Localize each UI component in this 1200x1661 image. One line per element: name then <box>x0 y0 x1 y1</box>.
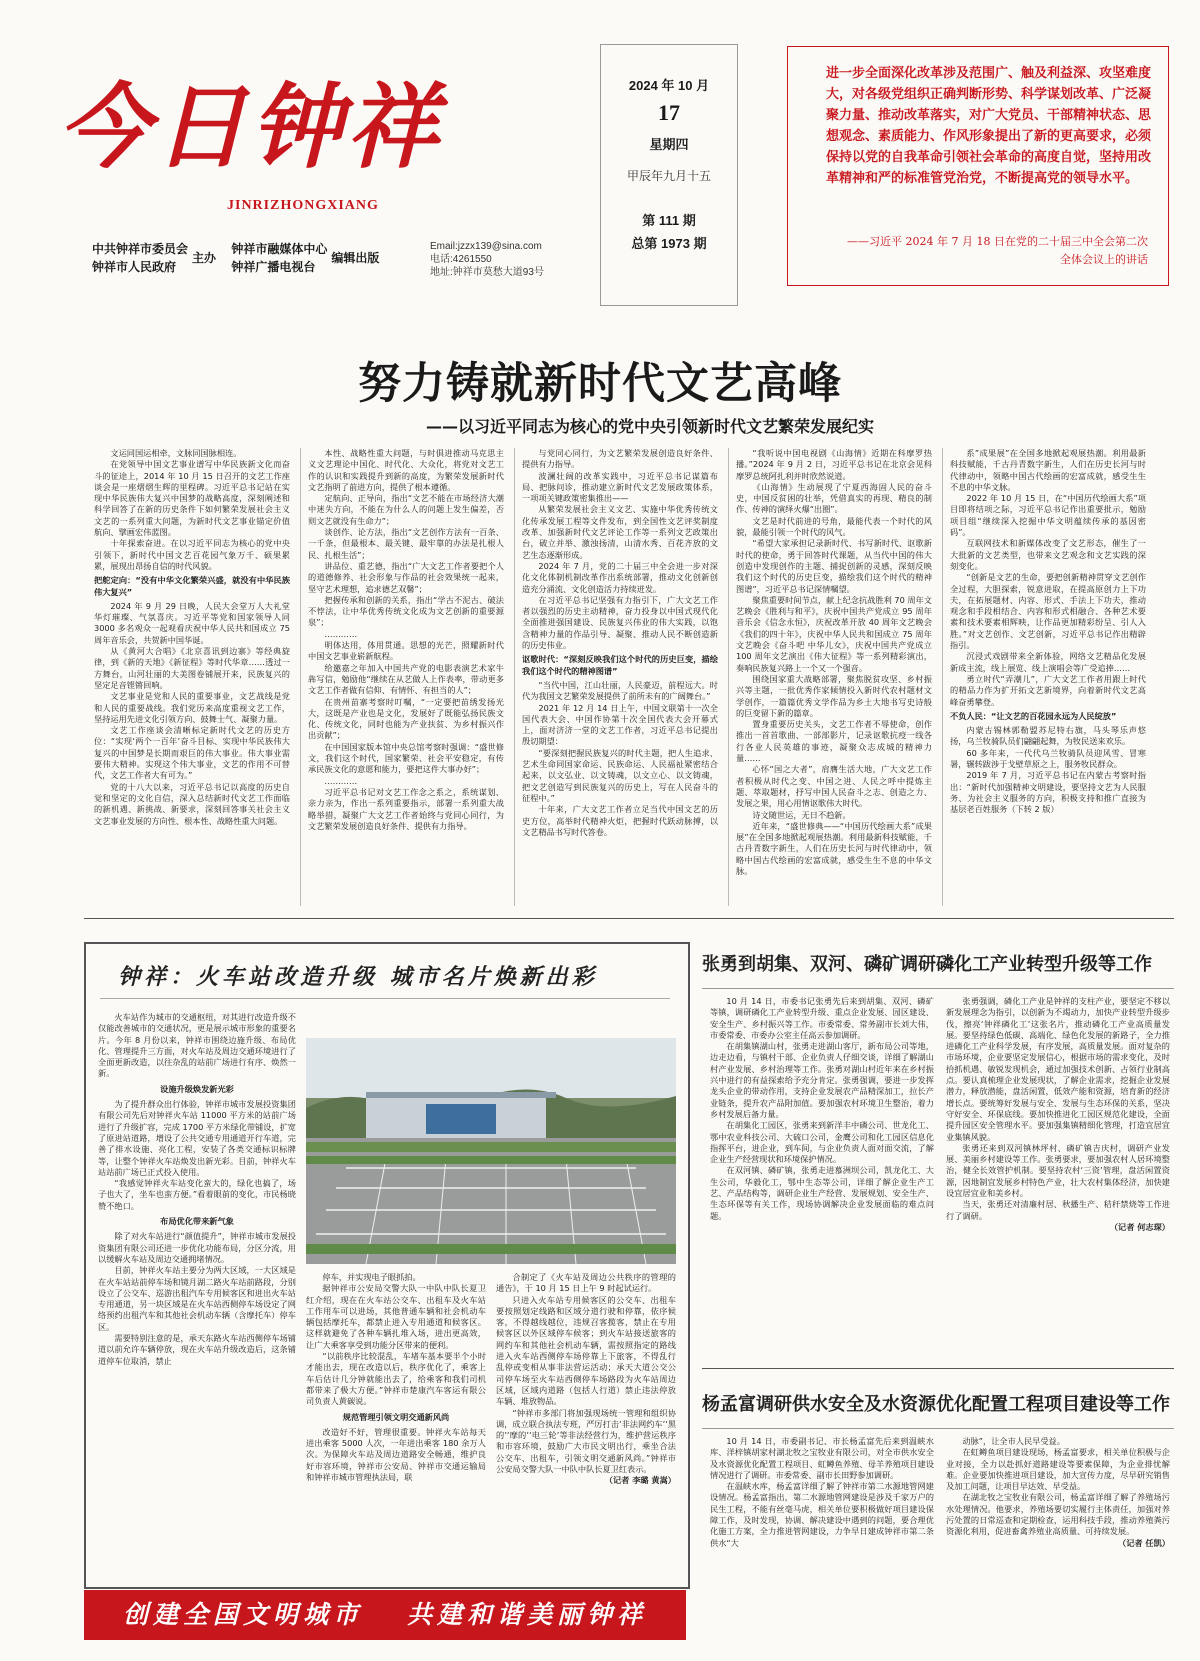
paragraph: 文艺是时代前进的号角，最能代表一个时代的风貌，最能引领一个时代的风气。 <box>736 515 932 538</box>
main-article-column-2 <box>308 448 504 906</box>
paragraph: 本性、战略性重大问题，与时俱进推动马克思主义文艺理论中国化、时代化、大众化，将党对文艺工作的认识和实践提升到新的高度，为繁荣发展新时代文艺指明了前进方向，提供了根本遵循。 <box>308 448 504 492</box>
author-byline: （记者 任凯） <box>1118 1537 1170 1548</box>
sponsor-line: 中共钟祥市委员会 <box>92 242 189 256</box>
paragraph: 在湖北牧之宝牧业有限公司，杨孟富详细了解了养殖场污水处理情况。他要求，养殖场要切实履行主体责任，加强对养污处置的日常巡查和定期检查，运用科技手段，推动养殖粪污资源化利用，促进畜禽养殖业高质量、可持续发展。 <box>946 1492 1170 1537</box>
paragraph: 十年探索奋进。在以习近平同志为核心的党中央引领下，新时代中国文艺百花园气象万千、硕果累累，展现出昂扬自信的时代风貌。 <box>94 538 290 571</box>
paragraph: 停车，并实现电子眼抓拍。 <box>322 1272 421 1282</box>
paragraph: “希望大家承担记录新时代、书写新时代、讴歌新时代的使命，勇于回答时代课题，从当代中国的伟大创造中发现创作的主题、捕捉创新的灵感，深刻反映我们这个时代的历史巨变，描绘我们这个时代的精神图谱”，习近平总书记深情嘱望。 <box>736 538 932 594</box>
paragraph: 在贵州苗寨考察时叮嘱，“一定要把苗绣发扬光大，这既是产业也是文化，发展好了既能弘扬民族文化、传统文化，同时也能为产业扶贫、为乡村振兴作出贡献”； <box>308 696 504 741</box>
paragraph: 在双河镇、磷矿镇，张勇走进慕洲坝公司，凯龙化工、大生公司，华毅化工，鄂中生态等公司，详细了解企业生产工艺、产品结构等，调研企业生产经营、发展规划、安全生产、生态环保等有关工作，现场协调解决企业发展面临的难点问题。 <box>710 1165 934 1221</box>
sponsor-line: 钟祥市人民政府 <box>92 260 177 274</box>
paragraph: ………… <box>324 775 358 786</box>
paragraph: 互联网技术和新媒体改变了文艺形态，催生了一大批新的文艺类型，也带来文艺观念和文艺实践的深刻变化。 <box>950 538 1146 571</box>
paragraph: 当天，张勇还对清廉村居、秋播生产、秸秆禁烧等工作进行了调研。 <box>946 1199 1170 1221</box>
page-subheadline: ——以习近平同志为核心的党中央引领新时代文艺繁荣发展纪实 <box>425 417 874 436</box>
paragraph: 与党同心同行，为文艺繁荣发展创造良好条件、提供有力指导。 <box>522 448 718 470</box>
paragraph: 动脉”，让全市人民早受益。 <box>962 1436 1065 1446</box>
paragraph: 勇立时代“弄潮儿”，广大文艺工作者用跟上时代的精品力作为扩开拓文艺新境界，向着新时代文艺高峰奋勇攀登。 <box>950 673 1146 707</box>
paragraph: 2024 年 9 月 29 日晚，人民大会堂万人大礼堂华灯璀璨、气氛喜庆。习近平等党和国家领导人同 3000 多名观众一起观看庆祝中华人民共和国成立 75 周年音乐会，共贺新中国华诞。 <box>94 600 290 645</box>
title-rule <box>100 998 670 999</box>
paragraph: 置身重要历史关头，文艺工作者不辱使命，创作推出一首首歌曲、一部部影片，记录讴歌抗疫一线各行各业人民英雄的事迹，凝聚众志成城的精神力量…… <box>736 719 932 764</box>
sponsor-role: 主办 <box>192 251 217 265</box>
paragraph: “我感觉钟祥火车站变化蛮大的，绿化也搞了，场子也大了，坐车也蛮方便。”看着眼前的变化，市民杨晓赞不绝口。 <box>98 1178 296 1211</box>
paragraph: 给邀嘉之年加入中国共产党的电影表演艺术家牛犇写信，勉励他“继续在从艺做人上作表率，带动更多文艺工作者做有信仰、有情怀、有担当的人”； <box>308 662 504 696</box>
slogan-part: 创建全国文明城市 <box>122 1600 363 1629</box>
paragraph: 波澜壮阔的改革实践中，习近平总书记谋篇布局、把脉问诊，推动建立新时代文艺发展政策体系，一项项关键政策密集推出—— <box>522 470 718 504</box>
paragraph: 张勇还来到双河镇林坪村、磷矿镇吉庆村，调研产业发展、美丽乡村建设等工作。张勇要求，要加强农村人居环境整治，健全长效管护机制。要坚持农村‘三资’管理，盘活闲置资源，因地制宜发展乡村特色产业，壮大农村集体经济，加快建设宜居宜业和美乡村。 <box>946 1142 1170 1199</box>
civic-slogan-banner <box>84 1590 686 1640</box>
paragraph: 从繁荣发展社会主义文艺、实施中华优秀传统文化传承发展工程等文件发布，到全国性文艺评奖制度改革、加强新时代文艺评论工作等一系列文艺政策出台，破立并举、激浊扬清，山清水秀、百花齐放的文艺生态逐渐形成。 <box>522 504 718 560</box>
paragraph: 近年来，“盛世修典——“中国历代绘画大系”成果展”在全国多地掀起观展热潮。利用最新科技赋能，千古丹青数字新生，人们在历史长河与时代律动中，领略中国古代绘画的宏富成就，感受生生不息的中华文脉。 <box>736 820 932 876</box>
column-divider <box>942 448 943 906</box>
paragraph: “当代中国，江山壮丽，人民豪迈，前程远大。时代为我国文艺繁荣发展提供了前所未有的广阔舞台。” <box>522 679 718 702</box>
page-headline: 努力铸就新时代文艺高峰 <box>358 359 842 409</box>
station-photo-illustration <box>306 1038 676 1264</box>
paragraph: 文艺工作座谈会清晰标定新时代文艺的历史方位：“实现‘两个一百年’奋斗目标、实现中华民族伟大复兴的中国梦是长期而艰巨的伟大事业。伟大事业需要伟大精神。实现这个伟大事业，文艺的作用不可替代，文艺工作者大有可为。” <box>94 725 290 781</box>
paragraph: 明体达用，体用贯通。思想的光芒，照耀新时代中国文艺事业崭新航程。 <box>308 640 504 662</box>
station-article-column-1 <box>98 1012 296 1578</box>
paragraph: 把握传承和创新的关系，指出“学古不泥古、破法不悖法，让中华优秀传统文化成为文艺创新的重要源泉”； <box>308 594 504 628</box>
paragraph: 心怀“国之大者”，肩膺生活大地，广大文艺工作者积极从时代之变、中国之进、人民之呼中提炼主题、萃取题材，抒写中国人民奋斗之志、创造之力、发展之果，用心用情讴歌伟大时代。 <box>736 764 932 809</box>
paragraph: 文运同国运相牵，文脉同国脉相连。 <box>110 448 242 458</box>
article3-column-1 <box>710 1436 934 1636</box>
quote-box <box>787 46 1169 286</box>
paragraph: 为了提升群众出行体验，钟祥市城市发展投资集团有限公司先后对钟祥火车站 11000 平方米的站前广场进行了升级扩容，完成 1700 平方米绿化带铺设，扩宽了原进站道路，增设了公共交通专用通道开行车道，完善了排水设施、亮化工程，安装了各类交通标识标牌等，让整个钟祥火车站焕发出新光彩。目前，钟祥火车站站前广场已正式投入使用。 <box>98 1099 296 1177</box>
paragraph: 据钟祥市公安局交警大队一中队中队长夏卫红介绍，现在在火车站公交车、出租车及火车站工作用车可以进场，其他普通车辆和社会机动车辆包括摩托车，都禁止进入专用通道和候客区。这样就避免了各种车辆扎堆入场，进出更高效，让广大乘客享受到功能分区带来的便利。 <box>306 1283 486 1350</box>
main-article-column-5 <box>950 448 1146 906</box>
article2-title: 张勇到胡集、双河、磷矿调研磷化工产业转型升级等工作 <box>702 954 1152 975</box>
paragraph: 需要特别注意的是，承天东路火车站西侧停车场铺道以前允许车辆停放，现在火车站升级改造后，这条铺道停车位取消，禁止 <box>98 1333 296 1366</box>
paragraph: 把舵定向：“没有中华文化繁荣兴盛，就没有中华民族伟大复兴” <box>94 575 290 597</box>
section-subhead: 设施升级焕发新光彩 <box>160 1083 234 1094</box>
quote-text: 进一步全面深化改革涉及范围广、触及利益深、攻坚难度大，对各级党组织正确判断形势、科学谋划改革、广泛凝聚力量、推动改革落实，对广大党员、干部精神状态、思想观念、素质能力、作风形象提出了新的更高要求，必须保持以党的自我革命引领社会革命的高度自觉，坚持用改革精神和严的标准管党治党，不断提高党的领导水平。 <box>826 66 1152 186</box>
paragraph: 10 月 14 日，市委副书记、市长杨孟富先后来到温峡水库、洋梓镇胡家村湖北牧之宝牧业有限公司，对全市供水安全及水资源优化配置工程项目、虹鳟鱼养殖、母羊养殖项目建设情况进行了调研。市委常委、副市长田野参加调研。 <box>710 1436 934 1480</box>
paragraph: 系”成果展”在全国多地掀起观展热潮。利用最新科技赋能，千古丹青数字新生，人们在历史长河与时代律动中，领略中国古代绘画的宏富成就，感受生生不息的中华文脉。 <box>950 448 1146 492</box>
paragraph: “以前秩序比较混乱，车堵车基本要半个小时才能出去，现在改造以后，秩序优化了，乘客上车后估计几分钟就能出去了，给乘客和我们司机都带来了极大方便。”钟祥市楚康汽车客运有限公司负责人黄碳说。 <box>306 1351 486 1407</box>
section-divider <box>702 1368 1174 1369</box>
column-divider <box>514 448 515 906</box>
paragraph: “钟祥市多部门将加强现场统一管理和组织协调，成立联合执法专班，严厉打击‘非法网约车’‘黑的’‘摩的’‘电三轮’等非法经营行为，维护营运秩序和市容环境，鼓励广大市民文明出行，乘坐合法公交车、出租车，引领文明交通新风尚。”钟祥市公安局交警大队一中队中队长夏卫红表示。 <box>496 1407 676 1475</box>
paragraph: 火车站作为城市的交通枢纽，对其进行改造升级不仅能改善城市的交通状况，更是展示城市形象的重要名片。今年 8 月份以来，钟祥市围绕边施升级、布局优化、管理提升三方面，对火车站及周边交通环境进行了全面更新改造，以往杂乱的站前广场进行有序、焕然一新。 <box>98 1012 296 1079</box>
date-year-month: 2024 年 10 月 <box>628 78 710 93</box>
paragraph: ………… <box>324 628 358 639</box>
paragraph: 不负人民：“让文艺的百花园永远为人民绽放” <box>950 710 1117 721</box>
paragraph: 在胡集镇湖山村，张勇走进湖山客厅，新布局公司等地，边走边看，与镇村干部、企业负责人仔细交谈，详细了解湖山村产业发展、乡村治理等工作。张勇对湖山村近年来在乡村振兴中进行的有益探索给予充分肯定。张勇强调，要进一步发挥龙头企业的带动作用，支持企业发展农产品精深加工，拉长产业链条，提升农产品附加值。要加强农村环境卫生整治，着力乡村发展后备力量。 <box>710 1041 934 1119</box>
contact-info <box>430 240 544 279</box>
paragraph: 2019 年 7 月，习近平总书记在内蒙古考察时指出：“新时代加强精神文明建设，要坚持文艺为人民服务、为社会主义服务的方向，积极支持和推广直接为基层老百姓服务（下转 2 版） <box>950 770 1146 815</box>
article3-title: 杨孟富调研供水安全及水资源优化配置工程项目建设等工作 <box>702 1394 1170 1415</box>
paragraph: 十年来，广大文艺工作者立足当代中国文艺的历史方位，高举时代精神火炬，把握时代跃动脉搏，以文艺精品书写时代答卷。 <box>522 804 718 837</box>
paragraph: 60 多年来，一代代乌兰牧骑队员迎风雪、冒寒暑，辗转跋涉于戈壁草原之上，服务牧民群众。 <box>950 747 1146 770</box>
paragraph: 讲品位、重艺德，指出“广大文艺工作者要把个人的道德修养、社会形象与作品的社会效果统一起来，坚守艺术理想，追求德艺双馨”； <box>308 560 504 594</box>
paragraph: 2024 年 7 月，党的二十届三中全会进一步对深化文化体制机制改革作出系统部署，推动文化创新创造充分涌流、文化创造活力持续迸发。 <box>522 560 718 594</box>
paragraph: 诗文随世运，无日不趋新。 <box>752 809 851 820</box>
total-issue-number: 总第 1973 期 <box>631 236 707 251</box>
date-lunar: 甲辰年九月十五 <box>626 169 711 183</box>
main-article-column-1 <box>94 448 290 906</box>
paragraph: 10 月 14 日，市委书记张勇先后来到胡集、双河、磷矿等镇，调研磷化工产业转型升级、重点企业发展、园区建设、安全生产、乡村振兴等工作。市委常委、常务副市长刘大伟，市委常委、市委办公室主任高云参加调研。 <box>710 996 934 1040</box>
paragraph: 在习近平总书记坚强有力指引下，广大文艺工作者以强烈的历史主动精神，奋力投身以中国式现代化全面推进强国建设、民族复兴伟业的伟大实践，以饱含精神力量的作品引导、凝聚、推动人民不断创造新的历史伟业。 <box>522 594 718 651</box>
slogan-part: 共建和谐美丽钟祥 <box>407 1600 648 1629</box>
paragraph: 2021 年 12 月 14 日上午，中国文联第十一次全国代表大会、中国作协第十次全国代表大会开幕式上，面对济济一堂的文艺工作者，习近平总书记提出殷切期望： <box>522 702 718 747</box>
publisher-names <box>231 240 327 276</box>
station-photo <box>306 1038 676 1264</box>
sponsor-names <box>92 240 188 276</box>
paragraph: 谈创作、论方法，指出“文艺创作方法有一百条、一千条，但最根本、最关键、最牢靠的办法是扎根人民、扎根生活”； <box>308 527 504 560</box>
main-article-column-3 <box>522 448 718 906</box>
paragraph: 党的十八大以来，习近平总书记以高度的历史自觉和坚定的文化自信，深入总结新时代文艺工作面临的新机遇、新挑战、新要求，深刻回答事关社会主义文艺事业发展的方向性、根本性、战略性重大问题。 <box>94 781 290 826</box>
paragraph: 张勇强调，磷化工产业是钟祥的支柱产业，要坚定不移以新发展理念为指引，以创新为不竭动力，加快产业转型升级步伐，擦亮‘钟祥磷化工’这张名片，推动磷化工产业高质量发展。要坚持绿色低碳、高端化、绿色化发展的新路子，全力推进磷化工产业科学发展，有序发展，高质量发展。面对复杂的市场环境，企业要坚定发展信心，根据市场的需求变化，及时拾抓机遇、敏锐发现机会，通过加强技术创新、占领行业制高点。要认真梳理企业发展现状，了解企业需求，挖掘企业发展潜力，释放潜能，盘活闲置，低效产能和资源，培育新的经济增长点。要统筹好发展与安全、发展与生态环保的关系，坚决守好安全、环保底线。要加快推进化工园区规范化建设，全面提升园区安全管理水平。要加强集镇精细化管理，打造宜居宜业集镇风貌。 <box>946 996 1170 1142</box>
paragraph: 从《黄河大合唱》《北京喜讯到边寨》等经典旋律，到《新的天地》《新征程》等时代华章……透过一方舞台，山河壮丽的大美图卷铺展开来，民族复兴的坚定足音铿锵回响。 <box>94 646 290 690</box>
title-rule <box>702 988 1174 989</box>
paragraph: 《山海情》生动展现了宁夏西海固人民的奋斗史，中国反贫困的壮举，凭借真实的再现、精良的制作、传神的演绎火爆“出圈”。 <box>736 481 932 515</box>
paragraph: 定航向、正导向，指出“文艺不能在市场经济大潮中迷失方向，不能在为什么人的问题上发生偏差，否则文艺就没有生命力”； <box>308 493 504 526</box>
author-byline: （记者 李璐 黄嵩） <box>604 1475 676 1486</box>
paragraph: 2022 年 10 月 15 日，在“中国历代绘画大系”项目即将结项之际，习近平总书记作出重要批示，勉励项目组“继续深入挖掘中华文明蕴续传承的基因密码”。 <box>950 493 1146 538</box>
paragraph: 讴歌时代：“深刻反映我们这个时代的历史巨变，描绘我们这个时代的精神图谱” <box>522 654 718 676</box>
paragraph: 在中国国家版本馆中央总馆考察时强调：“盛世修文，我们这个时代，国家繁荣、社会平安稳定，有传承民族文化的意愿和能力，要把这件大事办好”； <box>308 741 504 775</box>
article2-column-2 <box>946 996 1170 1358</box>
paragraph: 在温峡水库，杨孟富详细了解了钟祥市第二水源地管网建设情况。杨孟富指出，第二水源地管网建设是涉及千家万户的民生工程，不能有丝毫马虎，相关单位要积极做好项目建设保障工作，及时发现，协调、解决建设中遇到的问题，要合理优化施工方案，全力推进管网建设，力争早日建成钟祥市第二条供水“大 <box>710 1481 934 1548</box>
logo-text: 今日钟祥 <box>58 73 443 181</box>
paragraph: 改造好不好，管理很重要。钟祥火车站每天进出乘客 5000 人次，一年进出乘客 180 余万人次。为保障火车站及周边道路安全畅通，维护良好市容环境，钟祥市公安局、钟祥市交通运输局和钟祥市城市管理执法局，联 <box>306 1426 486 1483</box>
article2-column-1 <box>710 996 934 1358</box>
section-subhead: 布局优化带来新气象 <box>160 1216 234 1227</box>
date-box <box>600 44 738 306</box>
paragraph: 围绕国家重大战略部署，聚焦脱贫攻坚、乡村振兴等主题，一批优秀作家倾情投入新时代农村题材文学创作，一篇篇优秀文学作品为乡土大地书写史诗般的巨变留下新的篇章。 <box>736 673 932 718</box>
paragraph: 在虹鳟鱼项目建设现场，杨孟富要求，相关单位积极与企业对接，全力以赴抓好道路建设等要素保障，为企业排忧解难。企业要加快推进项目建设，加大宣传力度，尽早研究销售及加工问题，让项目早达效、早受益。 <box>946 1447 1170 1492</box>
author-byline: （记者 何志琛） <box>1109 1221 1170 1232</box>
article3-column-2 <box>946 1436 1170 1636</box>
paragraph: 习近平总书记对文艺工作念之系之，系统谋划、亲力亲为，作出一系列重要指示，部署一系列重大战略举措，凝聚广大文艺工作者始终与党同心同行，为文艺繁荣发展创造良好条件、提供有力指导。 <box>308 786 504 831</box>
contact-address: 地址:钟祥市莫愁大道93号 <box>430 267 544 278</box>
paragraph: 聚焦重要时间节点，献上纪念抗战胜利 70 周年文艺晚会《胜利与和平》，庆祝中国共产党成立 95 周年音乐会《信念永恒》，庆祝改革开放 40 周年文艺晚会《我们的四十年》，庆祝中华人民共和国成立 75 周年文艺晚会《奋斗吧 中华儿女》，庆祝中国共产党成立 100 周年文艺演出《伟大征程》等一系列精彩演出，奏响民族复兴路上一个又一个强音。 <box>736 594 932 673</box>
paragraph: “创新是文艺的生命，要把创新精神贯穿文艺创作全过程，大胆探索，锐意进取，在提高原创力上下功夫，在拓展题材、内容、形式、手法上下功夫，推动观念和手段相结合、内容和形式相融合、各种艺术要素和技术要素相辉映，让作品更加精彩纷呈、引人入胜。”对文艺创作、文艺创新，习近平总书记作出精辟指引。 <box>950 572 1146 651</box>
station-article-column-2 <box>306 1272 486 1578</box>
contact-email: Email:jzzx139@sina.com <box>430 241 542 252</box>
date-day: 17 <box>658 100 680 125</box>
paragraph: 在胡集化工园区，张勇来到新洋丰中磷公司、世龙化工、鄂中农业科技公司、大硫口公司，金鹰公司和化工园区信息化指挥平台，进企业，到车间，与企业负责人面对面交流，了解企业生产经营现状和环境保护情况。 <box>710 1120 934 1165</box>
contact-phone: 电话:4261550 <box>430 254 492 265</box>
paragraph: 除了对火车站进行“颜值提升”，钟祥市城市发展投资集团有限公司还进一步优化功能布局，分区分流，用以缓解火车站及周边交通拥堵情况。 <box>98 1231 296 1264</box>
title-rule <box>702 1428 1174 1429</box>
date-weekday: 星期四 <box>649 137 689 152</box>
publisher-line: 钟祥市融媒体中心 <box>231 242 328 256</box>
paragraph: 目前，钟祥火车站主要分为两大区域，一大区域是在火车站站前停车场和镜月湖二路火车站前路段，分别设立了公交车、巡游出租汽车专用候客区和进出火车站专用通道，另一块区域是在火车站西侧停车场设定了网络预约出租汽车和其他社会机动车辆（含摩托车）停车区。 <box>98 1265 296 1332</box>
paragraph: 只进入火车站专用候客区的公交车、出租车要按照划定线路和区域分道行驶和停靠，依序候客，不得越线越位，违规召客揽客，禁止在专用候客区以外区域停车候客；到火车站接送旅客的网约车和其他社会机动车辆，需按照指定的路线进入火车站西侧停车场停靠上下旅客，不得乱行乱停或变相从事非法营运活动；承天大道公交公司停车场至火车站西侧停车场路段为火车站周边区域，区域内道路（包括人行道）禁止违法停放车辆、堆放物品。 <box>496 1294 676 1407</box>
issue-number: 第 111 期 <box>642 213 696 228</box>
paragraph: “我听说中国电视剧《山海情》近期在科摩罗热播。”2024 年 9 月 2 日，习近平总书记在北京会见科摩罗总统阿扎利并时欣然说道。 <box>736 448 932 481</box>
quote-source: ——习近平 2024 年 7 月 18 日在党的二十届三中全会第二次全体会议上的讲话 <box>847 235 1148 266</box>
sponsor-block <box>92 240 391 276</box>
paragraph: 内蒙古锡林郭勒盟苏尼特右旗，马头琴乐声悠扬，乌兰牧骑队员们翩翩起舞，为牧民送来欢乐。 <box>950 725 1146 747</box>
newspaper-logo <box>58 52 458 202</box>
paragraph: 文艺事业是党和人民的重要事业，文艺战线是党和人民的重要战线。我们党历来高度重视文艺工作，坚持运用先进文化引领方向、鼓舞士气、凝聚力量。 <box>94 691 290 724</box>
column-divider <box>728 448 729 906</box>
logo-pinyin: JINRIZHONGXIANG <box>227 198 379 213</box>
publisher-line: 钟祥广播电视台 <box>231 260 316 274</box>
paragraph: “要深刻把握民族复兴的时代主题，把人生追求、艺术生命同国家命运、民族命运、人民福祉紧密结合起来，以文弘业、以文铸魂，以文立心、以文铸魂，把文艺创造写到民族复兴的历史上，写在人民奋斗的征程中。” <box>522 747 718 803</box>
section-divider <box>84 918 1174 919</box>
paragraph: 在党领导中国文艺事业谱写中华民族新文化而奋斗的征途上，2014 年 10 月 15 日召开的文艺工作座谈会是一座熠熠生辉的里程碑。习近平总书记站在实现中华民族伟大复兴中国梦的战略高度，深刻阐述和科学回答了在新的历史条件下如何繁荣发展社会主义文艺的一系列重大问题，为新时代文艺事业锚定价值航向、擘画宏伟蓝图。 <box>94 459 290 538</box>
column-divider <box>300 448 301 906</box>
station-article-title: 钟祥：火车站改造升级 城市名片焕新出彩 <box>118 964 598 990</box>
section-subhead: 规范管理引领文明交通新风尚 <box>342 1411 450 1422</box>
station-article-column-3 <box>496 1272 676 1578</box>
paragraph: 沉浸式戏剧带来全新体验，网络文艺精品化发展新成主流，线上展览、线上演唱会等广受追捧…… <box>950 651 1146 673</box>
main-article-column-4 <box>736 448 932 906</box>
publisher-role: 编辑出版 <box>331 251 380 265</box>
paragraph: 合制定了《火车站及周边公共秩序的管理的通告》，于 10 月 15 日上午 9 时起试运行。 <box>496 1272 676 1294</box>
